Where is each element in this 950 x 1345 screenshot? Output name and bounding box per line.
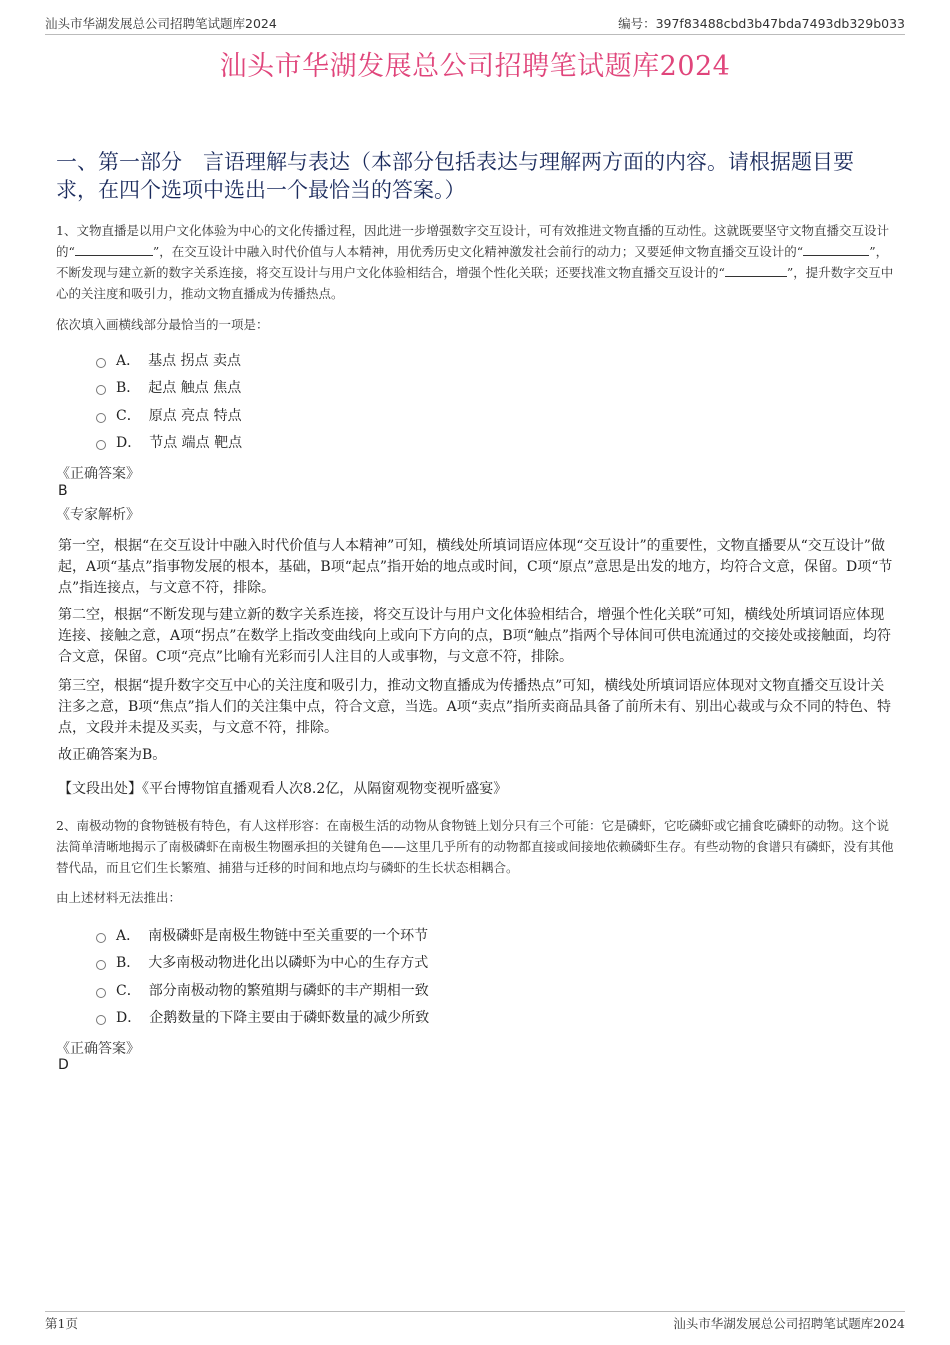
- radio-icon[interactable]: [96, 385, 106, 395]
- q1-options: [96, 346, 242, 456]
- radio-icon[interactable]: [96, 988, 106, 998]
- header-title: 汕头市华湖发展总公司招聘笔试题库2024: [45, 16, 277, 31]
- q2-answer-label: 《正确答案》: [56, 1041, 140, 1057]
- header-divider: [45, 34, 905, 35]
- q1-part-3: ”，不断发现与建立新的数字关系连接，将交互设计与用户文化体验相结合，增强个性化关联；还要找准文物直播交互设计的“: [56, 244, 889, 280]
- q1-option-d[interactable]: D． 节点 端点 靶点: [96, 429, 242, 457]
- q1-option-c[interactable]: C． 原点 亮点 特点: [96, 401, 242, 429]
- radio-icon[interactable]: [96, 960, 106, 970]
- q2-options: [96, 921, 429, 1031]
- radio-icon[interactable]: [96, 358, 106, 368]
- footer-title: 汕头市华湖发展总公司招聘笔试题库2024: [673, 1316, 905, 1331]
- page-title: 汕头市华湖发展总公司招聘笔试题库2024: [219, 51, 731, 82]
- q1-answer-label: 《正确答案》: [56, 466, 140, 482]
- header-doc-id: 编号：397f83488cbd3b47bda7493db329b033: [618, 16, 905, 31]
- q2-answer: D: [58, 1057, 69, 1073]
- section-heading: 一、第一部分 言语理解与表达（本部分包括表达与理解两方面的内容。请根据题目要求，在四个选项中选出一个最恰当的答案。）: [56, 150, 854, 202]
- page-footer: [45, 1314, 905, 1332]
- q1-part-4: ”，提升数字交互中心的关注度和吸引力，推动文物直播成为传播热点。: [56, 265, 894, 301]
- question-1-text: [56, 220, 898, 304]
- q1-analysis-2: 第二空，根据“不断发现与建立新的数字关系连接，将交互设计与用户文化体验相结合，增强个性化关联”可知，横线处所填词语应体现连接、接触之意，A项“拐点”在数学上指改变曲线向上或向下方向的点，B项“触点”指两个导体间可供电流通过的交接处或接触面，均符合文意，保留。C项“亮点”比喻有光彩而引人注目的人或事物，与文意不符，排除。: [58, 607, 892, 665]
- radio-icon[interactable]: [96, 413, 106, 423]
- question-2-text: 2、南极动物的食物链极有特色，有人这样形容：在南极生活的动物从食物链上划分只有三个可能：它是磷虾，它吃磷虾或它捕食吃磷虾的动物。这个说法简单清晰地揭示了南极磷虾在南极生物圈承担的关键角色——这里几乎所有的动物都直接或间接地依赖磷虾生存。有些动物的食谱只有磷虾，没有其他替代品，而且它们生长繁殖、捕猎与迁移的时间和地点均与磷虾的生长状态相耦合。: [56, 818, 894, 875]
- q1-analysis-1: 第一空，根据“在交互设计中融入时代价值与人本精神”可知，横线处所填词语应体现“交互设计”的重要性，文物直播要从“交互设计”做起，A项“基点”指事物发展的根本，基础，B项“起点”指开始的地点或时间，C项“原点”意思是出发的地方，均符合文意，保留。D项“节点”指连接点，与文意不符，排除。: [58, 538, 893, 596]
- q1-prompt: 依次填入画横线部分最恰当的一项是：: [56, 317, 269, 332]
- q1-conclusion: 故正确答案为B。: [58, 747, 167, 763]
- q2-option-c[interactable]: C． 部分南极动物的繁殖期与磷虾的丰产期相一致: [96, 976, 429, 1004]
- q1-source: 【文段出处】《平台博物馆直播观看人次8.2亿，从隔窗观物变视听盛宴》: [58, 781, 508, 797]
- q1-blank-3: [725, 264, 787, 277]
- q1-answer: B: [58, 483, 68, 499]
- q1-analysis-label: 《专家解析》: [56, 507, 140, 523]
- q1-blank-2: [803, 243, 869, 256]
- q1-blank-1: [75, 243, 153, 256]
- q1-option-a[interactable]: A． 基点 拐点 卖点: [96, 346, 242, 374]
- q1-part-2: ”，在交互设计中融入时代价值与人本精神，用优秀历史文化精神激发社会前行的动力；又要延伸文物直播交互设计的“: [152, 244, 804, 259]
- q1-analysis-3: 第三空，根据“提升数字交互中心的关注度和吸引力，推动文物直播成为传播热点”可知，横线处所填词语应体现对文物直播交互设计关注多之意，B项“焦点”指人们的关注集中点，符合文意，当选。A项“卖点”指所卖商品具备了前所未有、别出心裁或与众不同的特色、特点，文段并未提及买卖，与文意不符，排除。: [58, 678, 892, 736]
- radio-icon[interactable]: [96, 1015, 106, 1025]
- q2-option-b[interactable]: B． 大多南极动物进化出以磷虾为中心的生存方式: [96, 949, 429, 977]
- radio-icon[interactable]: [96, 440, 106, 450]
- q1-part-1: 1、文物直播是以用户文化体验为中心的文化传播过程，因此进一步增强数字交互设计，可有效推进文物直播的互动性。这就既要坚守文物直播交互设计的“: [56, 223, 889, 259]
- page-number: 第1页: [45, 1316, 78, 1331]
- q2-prompt: 由上述材料无法推出：: [56, 890, 182, 905]
- page-header: [45, 14, 905, 32]
- radio-icon[interactable]: [96, 933, 106, 943]
- q2-option-d[interactable]: D． 企鹅数量的下降主要由于磷虾数量的减少所致: [96, 1004, 429, 1032]
- footer-divider: [45, 1311, 905, 1312]
- q1-option-b[interactable]: B． 起点 触点 焦点: [96, 374, 242, 402]
- q2-option-a[interactable]: A． 南极磷虾是南极生物链中至关重要的一个环节: [96, 921, 429, 949]
